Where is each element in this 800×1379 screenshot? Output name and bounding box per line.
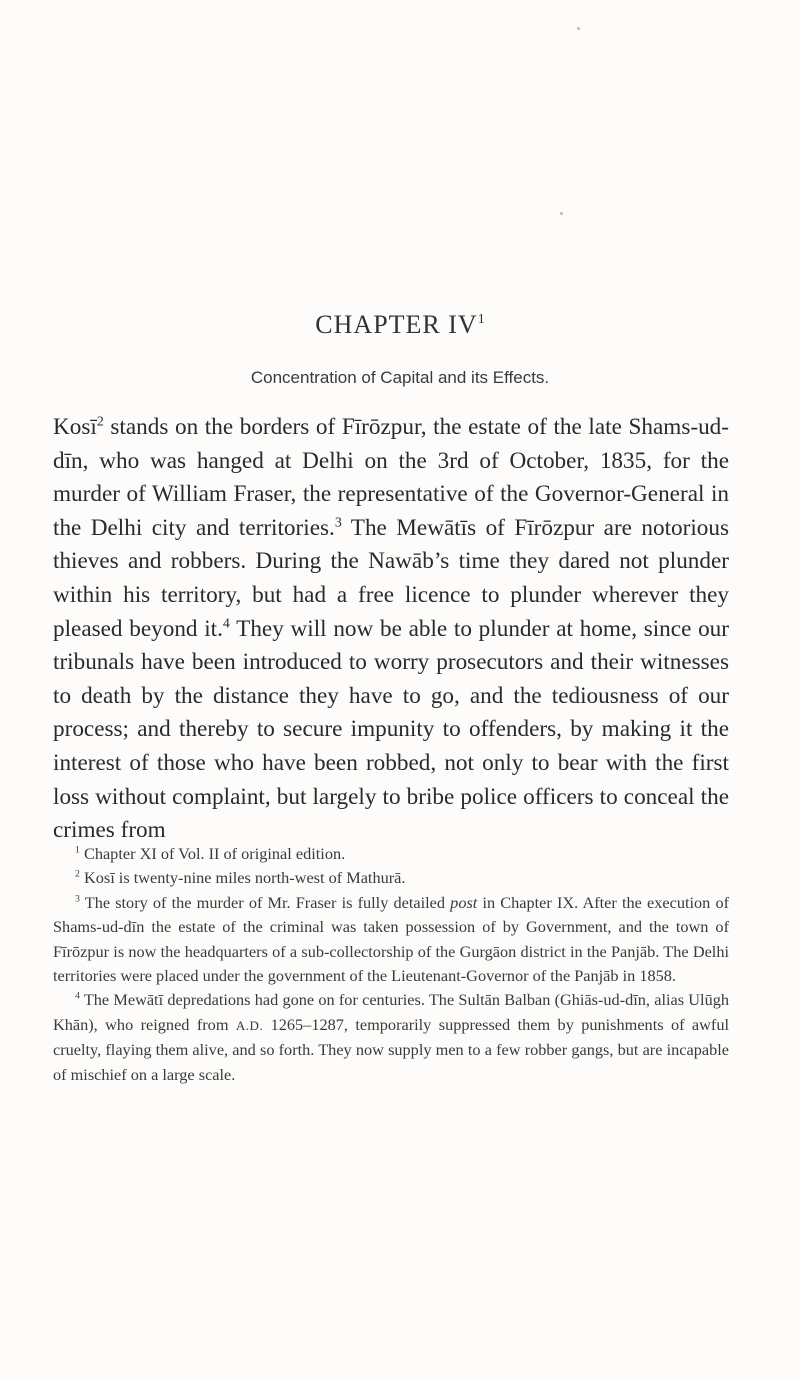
footnote-mark: 3	[75, 893, 80, 905]
footnote-4	[53, 988, 729, 1087]
body-text-segment: stands on the borders of Fīrōzpur, the estate of the late Shams-ud-dīn, who was hanged at Delhi on the 3rd of October, 1835, for the murder of William Fraser, the representative of the Governor-General in the Delhi city and territories.	[53, 414, 729, 541]
footnote-text: Chapter XI of Vol. II of original edition.	[79, 844, 346, 863]
footnote-text: in Chapter IX. After the execution of Shams-ud-dīn the estate of the criminal was taken possession of by Government, and the town of Fīrōzpur is now the headquarters of a sub-collectorship of the Gurgāon district in the Panjāb. The Delhi territories were placed under the government of the Lieutenant-Governor of the Panjāb in 1858.	[53, 892, 730, 986]
footnote-text: The Mewātī depredations had gone on for centuries. The Sultān Balban (Ghiās-ud-dīn, alias Ulūgh Khān), who reigned from	[53, 990, 729, 1034]
footnote-mark: 2	[75, 868, 80, 880]
era-abbreviation: A.D.	[235, 1017, 264, 1033]
footnote-mark: 4	[75, 991, 80, 1003]
footnote-ref-4: 4	[222, 615, 230, 631]
footnote-3	[53, 891, 729, 989]
footnote-text: 1265–1287, temporarily suppressed them by punishments of awful cruelty, flaying them alive, and so forth. They now supply men to a few robber gangs, but are incapable of mischief on a large scale.	[53, 1014, 730, 1084]
footnote-mark: 1	[75, 844, 80, 856]
footnote-text: Kosī is twenty-nine miles north-west of Mathurā.	[79, 868, 406, 888]
body-text-segment: The Mewātīs of Fīrōzpur are notorious thieves and robbers. During the Nawāb’s time they dared not plunder within his territory, but had a free licence to plunder wherever they pleased beyond it.	[53, 514, 729, 642]
footnote-ref-2: 2	[96, 414, 104, 430]
paper-speck	[560, 212, 563, 215]
footnotes	[53, 842, 729, 1087]
body-text-segment: They will now be able to plunder at home, since our tribunals have been introduced to worry prosecutors and their witnesses to death by the distance they have to go, and the tediousness of our process; and thereby to secure impunity to offenders, by making it the interest of those who have been robbed, not only to bear with the first loss without complaint, but largely to bribe police officers to conceal the crimes from	[53, 615, 729, 844]
footnote-ref-3: 3	[334, 515, 342, 531]
footnote-2	[53, 866, 729, 890]
body-text-segment: Kosī	[53, 414, 97, 440]
footnote-italic-text: post	[450, 892, 478, 912]
footnote-1	[53, 842, 729, 866]
body-paragraph	[53, 411, 729, 848]
chapter-subtitle: Concentration of Capital and its Effects.	[250, 368, 550, 387]
chapter-heading	[0, 310, 800, 340]
footnote-ref-1: 1	[477, 312, 485, 327]
paper-speck	[577, 27, 580, 30]
chapter-title: CHAPTER IV	[315, 310, 478, 339]
footnote-text: The story of the murder of Mr. Fraser is fully detailed	[79, 892, 451, 912]
